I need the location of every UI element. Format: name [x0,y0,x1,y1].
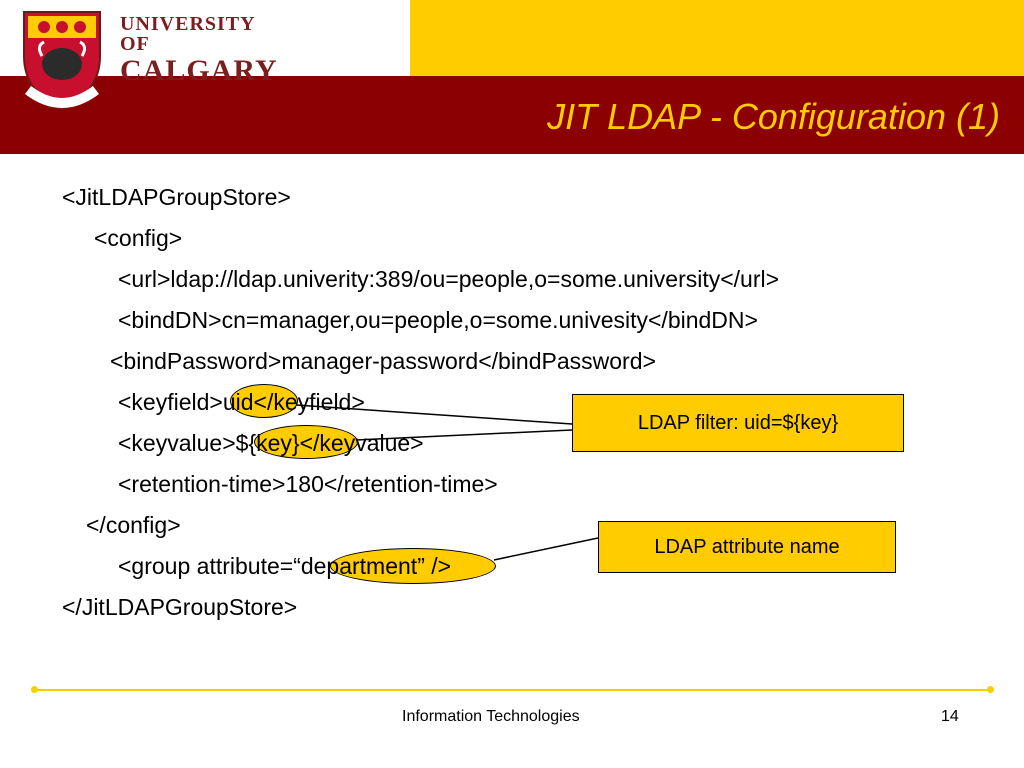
code-line: <bindPassword>manager-password</bindPassword> [110,348,656,374]
footer-label: Information Technologies [402,708,580,725]
code-line: <group attribute=“department” /> [118,553,452,579]
footer-divider [34,689,990,691]
code-line: </JitLDAPGroupStore> [62,594,298,620]
code-line: <config> [94,225,183,251]
wordmark-line2: CALGARY [120,54,278,87]
code-line: <url>ldap://ldap.univerity:389/ou=people,o=some.university</url> [118,266,780,292]
code-line: <bindDN>cn=manager,ou=people,o=some.univesity</bindDN> [118,307,758,333]
footer-divider-dot-right [987,686,994,693]
code-line: <JitLDAPGroupStore> [62,184,291,210]
code-line: <keyvalue>${key}</keyvalue> [118,430,424,456]
callout-ldap-attribute: LDAP attribute name [598,521,896,573]
code-line: </config> [86,512,181,538]
wordmark-line1: UNIVERSITY OF [120,13,255,55]
code-line: <retention-time>180</retention-time> [118,471,498,497]
footer-divider-dot-left [31,686,38,693]
page-number: 14 [941,708,959,725]
code-line: <keyfield>uid</keyfield> [118,389,365,415]
slide-title: JIT LDAP - Configuration (1) [547,96,1000,137]
callout-ldap-filter: LDAP filter: uid=${key} [572,394,904,452]
